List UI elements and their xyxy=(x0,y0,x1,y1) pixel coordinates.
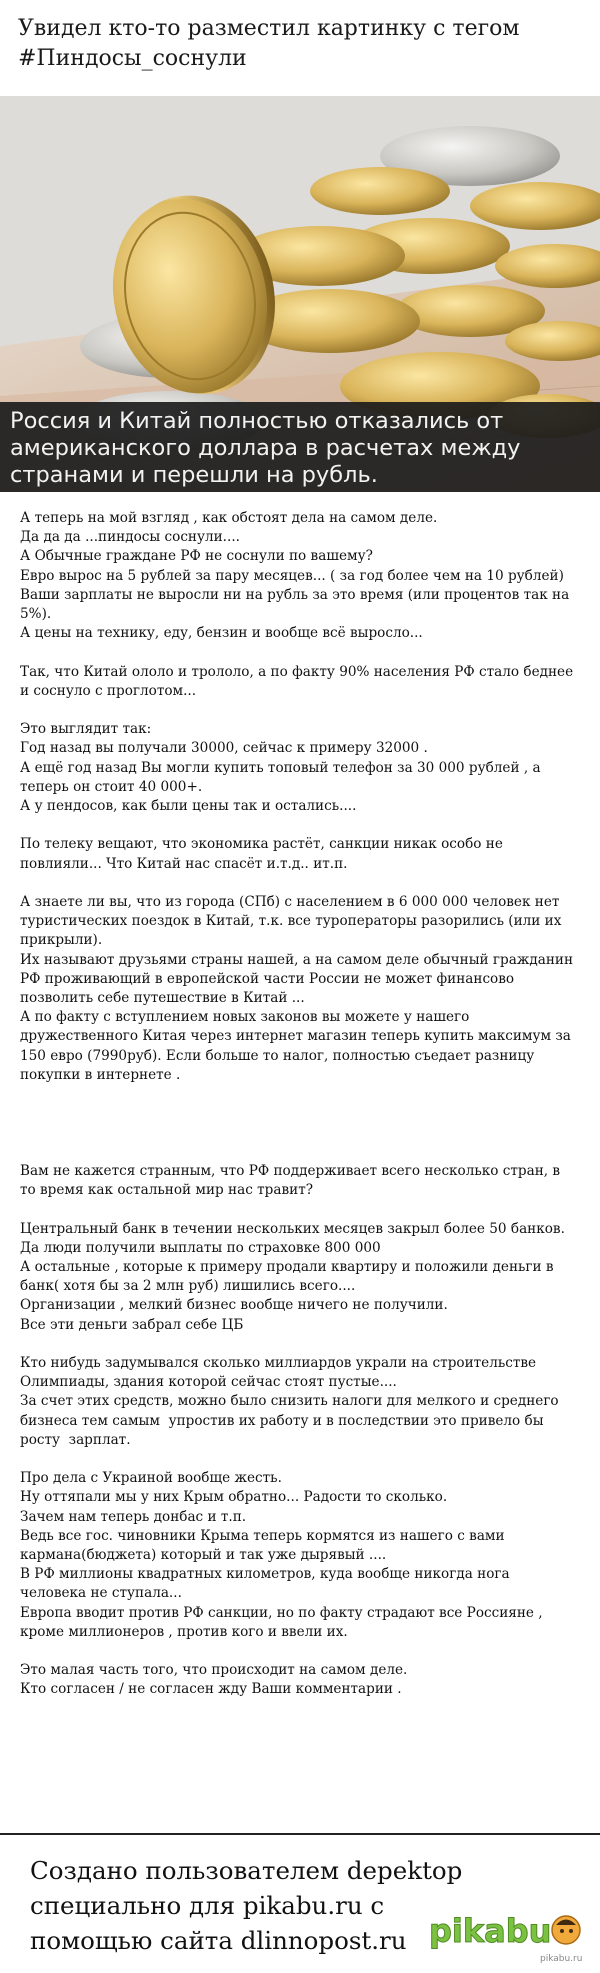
image-caption: Россия и Китай полностью отказались от американского доллара в расчетах между странами и перешли на рубль. xyxy=(10,408,521,488)
pikabu-logo[interactable] xyxy=(425,1906,585,1954)
page-title: Увидел кто-то разместил картинку с тегом #Пиндосы_соснули xyxy=(18,16,520,71)
pikabu-logo-text: pikabu xyxy=(429,1912,552,1950)
footer-credit: Создано пользователем depektop специально для pikabu.ru с помощью сайта dlinnopost.ru xyxy=(30,1856,463,1955)
post-body: А теперь на мой взгляд , как обстоят дела на самом деле. Да да да ...пиндосы соснули.... А Обычные граждане РФ не соснули по вашему? Евро вырос на 5 рублей за пару месяцев... ( за год более чем на 10 рублей) Ваши зарплаты не выросли ни на рубль за это время (или процентов так на 5%). А цены на технику, еду, бензин и вообще всё выросло... Так, что Китай ололо и трололо, а по факту 90% населения РФ стало беднее и соснуло с проглотом... Это выглядит так: Год назад вы получали 30000, сейчас к примеру 32000 . А ещё год назад Вы могли купить топовый телефон за 30 000 рублей , а теперь он стоит 40 000+. А у пендосов, как были цены так и остались.... По телеку вещают, что экономика растёт, санкции никак особо не повлияли... Что Китай нас спасёт и.т.д.. ит.п. А знаете ли вы, что из города (СПб) с населением в 6 000 000 человек нет туристических поездок в Китай, т.к. все туроператоры разорились (или их прикрыли). Их называют друзьями страны нашей, а на самом деле обычный гражданин РФ проживающий в европейской части России не может финансово позволить себе путешествие в Китай ... А по факту с вступлением новых законов вы можете у нашего дружественного Китая через интернет магазин теперь купить максимум за 150 евро (7990руб). Если больше то налог, полностью съедает разницу покупки в интернете . Вам не кажется странным, что РФ поддерживает всего несколько стран, в то время как остальной мир нас травит? Центральный банк в течении нескольких месяцев закрыл более 50 банков. Да люди получили выплаты по страховке 800 000 А остальные , которые к примеру продали квартиру и положили деньги в банк( хотя бы за 2 млн руб) лишились всего.... Организации , мелкий бизнес вообще ничего не получили. Все эти деньги забрал себе ЦБ Кто нибудь задумывался сколько миллиардов украли на строительстве Олимпиады, здания которой сейчас стоят пустые.... За счет этих средств, можно было снизить налоги для мелкого и среднего бизнеса тем самым упростив их работу и в последствии это привело бы росту зарплат. Про дела с Украиной вообще жесть. Ну оттяпали мы у них Крым обратно... Радости то сколько. Зачем нам теперь донбас и т.п. Ведь все гос. чиновники Крыма теперь кормятся из нашего с вами кармана(бюджета) который и так уже дырявый .... В РФ миллионы квадратных километров, куда вообще никогда нога человека не ступала... Европа вводит против РФ санкции, но по факту страдают все Россияне , кроме миллионеров , против кого и ввели их. Это малая часть того, что происходит на самом деле. Кто согласен / не согласен жду Ваши комментарии . xyxy=(20,510,574,1698)
pikabu-small-label: pikabu.ru xyxy=(540,1954,583,1964)
pikabu-logo-icon xyxy=(425,1906,585,1954)
image-caption-bar xyxy=(0,402,600,492)
post-image xyxy=(0,96,600,492)
footer-divider xyxy=(0,1833,600,1835)
